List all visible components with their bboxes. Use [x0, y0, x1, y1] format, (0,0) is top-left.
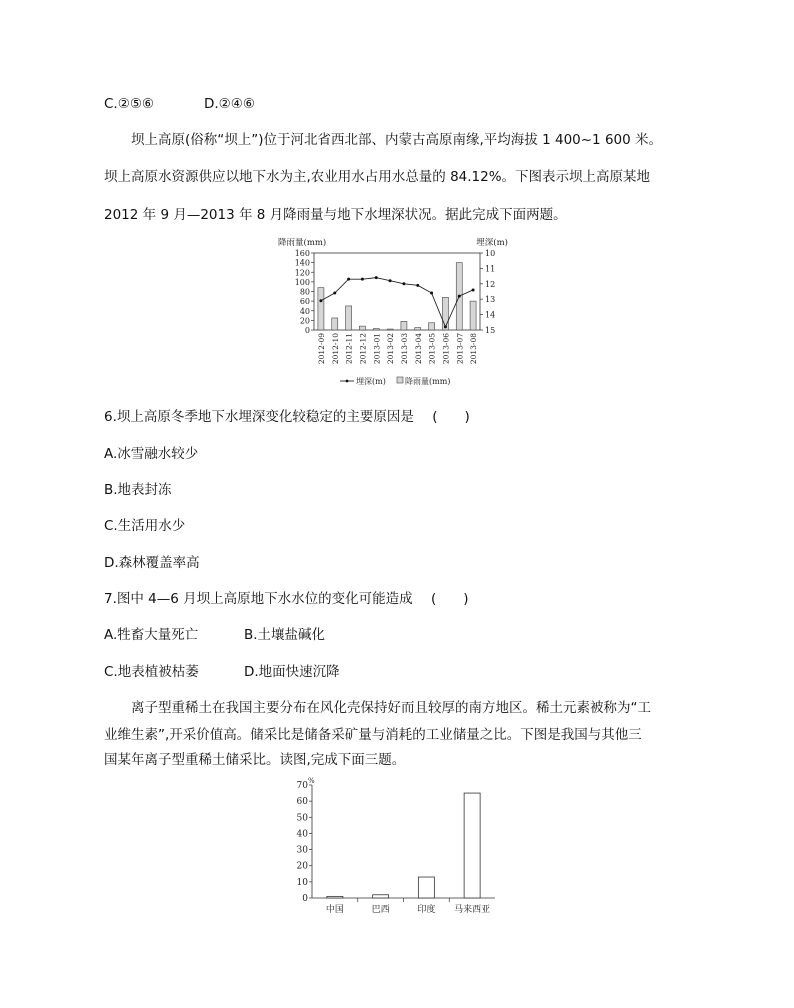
ratio-bar — [327, 896, 343, 898]
right-axis-title: 埋深(m) — [476, 238, 508, 248]
left-tick-label: 80 — [299, 287, 310, 297]
rainfall-bar — [429, 323, 435, 330]
right-tick-label: 10 — [485, 249, 496, 258]
depth-point — [444, 325, 447, 328]
q6-paren: ( ) — [432, 409, 470, 425]
passage2-line1: 离子型重稀土在我国主要分布在风化壳保持好而且较厚的南方地区。稀土元素被称为“工 — [131, 700, 651, 716]
rainfall-bar — [442, 297, 448, 330]
depth-point — [361, 278, 364, 281]
q6-option-d: D.森林覆盖率高 — [104, 555, 200, 571]
rainfall-depth-chart — [278, 234, 508, 394]
depth-point — [333, 292, 336, 295]
q7-option-c: C.地表植被枯萎 — [104, 664, 199, 680]
x-tick-label: 2012-12 — [358, 333, 368, 365]
left-tick-label: 40 — [299, 306, 310, 316]
left-tick-label: 20 — [299, 316, 310, 326]
rainfall-bar — [387, 329, 393, 330]
depth-point — [375, 276, 378, 279]
q6-stem-text: 6.坝上高原冬季地下水埋深变化较稳定的主要原因是 — [104, 409, 414, 425]
plot-frame — [314, 253, 480, 330]
x-tick-label: 2013-03 — [399, 333, 409, 365]
x-tick-label: 马来西亚 — [454, 905, 491, 915]
y-tick-label: 30 — [296, 845, 308, 856]
x-tick-label: 2012-10 — [330, 333, 340, 365]
x-tick-label: 2013-06 — [441, 333, 451, 365]
left-tick-label: 140 — [294, 258, 310, 268]
option-d-prev: D.②④⑥ — [204, 96, 255, 112]
q7-stem — [104, 590, 468, 608]
depth-line — [321, 278, 473, 327]
y-tick-label: 0 — [302, 894, 308, 904]
reserve-ratio-chart — [290, 775, 500, 920]
depth-point — [319, 299, 322, 302]
x-tick-label: 2013-05 — [427, 333, 437, 365]
y-axis-unit: % — [308, 777, 315, 785]
left-tick-label: 160 — [294, 249, 310, 258]
x-tick-label: 2012-09 — [316, 333, 326, 365]
passage1-line3: 2012 年 9 月—2013 年 8 月降雨量与地下水埋深状况。据此完成下面两题。 — [104, 207, 567, 223]
rainfall-bar — [346, 306, 352, 330]
x-tick-label: 2013-01 — [372, 333, 382, 365]
depth-point — [430, 292, 433, 295]
left-tick-label: 120 — [294, 268, 310, 278]
legend-depth-label: 埋深(m) — [356, 377, 386, 386]
x-tick-label: 印度 — [417, 905, 436, 915]
passage1-line2: 坝上高原水资源供应以地下水为主,农业用水占用水总量的 84.12%。下图表示坝上高原某地 — [104, 169, 651, 185]
right-tick-label: 15 — [485, 326, 496, 335]
x-tick-label: 2013-04 — [413, 333, 423, 365]
depth-point — [347, 278, 350, 281]
rainfall-bar — [373, 329, 379, 330]
x-tick-label: 2013-08 — [469, 333, 479, 365]
right-tick-label: 13 — [485, 295, 496, 305]
x-tick-label: 2013-02 — [386, 333, 396, 365]
x-tick-label: 2013-07 — [455, 333, 465, 365]
right-tick-label: 11 — [485, 264, 496, 274]
x-tick-label: 巴西 — [371, 905, 390, 915]
depth-point — [416, 284, 419, 287]
left-tick-label: 100 — [294, 277, 310, 287]
y-tick-label: 20 — [296, 861, 308, 872]
depth-point — [389, 279, 392, 282]
q7-option-d: D.地面快速沉降 — [244, 664, 340, 680]
y-tick-label: 40 — [296, 829, 308, 840]
x-tick-label: 2012-11 — [344, 333, 354, 365]
q6-stem — [104, 408, 470, 426]
rainfall-bar — [332, 318, 338, 330]
rainfall-bar — [470, 301, 476, 330]
y-tick-label: 50 — [296, 813, 308, 824]
passage1-line1: 坝上高原(俗称“坝上”)位于河北省西北部、内蒙古高原南缘,平均海拔 1 400~1 600 米。 — [131, 132, 663, 148]
q7-option-b: B.土壤盐碱化 — [244, 627, 326, 643]
q6-option-b: B.地表封冻 — [104, 482, 172, 498]
left-axis-title: 降雨量(mm) — [278, 238, 327, 248]
passage2-line3: 国某年离子型重稀土储采比。读图,完成下面三题。 — [104, 752, 406, 768]
depth-point — [472, 288, 475, 291]
x-tick-label: 中国 — [325, 905, 344, 915]
legend-bar-swatch — [397, 377, 403, 383]
right-tick-label: 12 — [485, 279, 496, 289]
ratio-bar — [418, 877, 434, 898]
q7-paren: ( ) — [430, 591, 469, 607]
q7-option-a: A.牲畜大量死亡 — [104, 627, 199, 643]
q7-stem-text: 7.图中 4—6 月坝上高原地下水水位的变化可能造成 — [104, 591, 413, 607]
rainfall-bar — [359, 326, 365, 330]
q6-option-a: A.冰雪融水较少 — [104, 446, 199, 462]
legend-point-swatch — [346, 380, 349, 383]
y-tick-label: 70 — [296, 781, 308, 791]
left-tick-label: 60 — [299, 297, 310, 307]
left-tick-label: 0 — [304, 326, 310, 335]
option-c-prev: C.②⑤⑥ — [104, 96, 155, 112]
right-tick-label: 14 — [485, 310, 496, 320]
rainfall-bar — [415, 328, 421, 330]
passage2-line2: 业维生素”,开采价值高。储采比是储备采矿量与消耗的工业储量之比。下图是我国与其他三 — [104, 727, 642, 743]
ratio-bar — [373, 895, 389, 898]
depth-point — [458, 295, 461, 298]
depth-point — [402, 282, 405, 285]
y-tick-label: 60 — [296, 797, 308, 808]
y-tick-label: 10 — [296, 877, 308, 888]
ratio-bar — [464, 793, 480, 898]
rainfall-bar — [401, 321, 407, 330]
rainfall-bar — [318, 288, 324, 330]
q6-option-c: C.生活用水少 — [104, 518, 186, 534]
legend-rainfall-label: 降雨量(mm) — [405, 377, 451, 386]
